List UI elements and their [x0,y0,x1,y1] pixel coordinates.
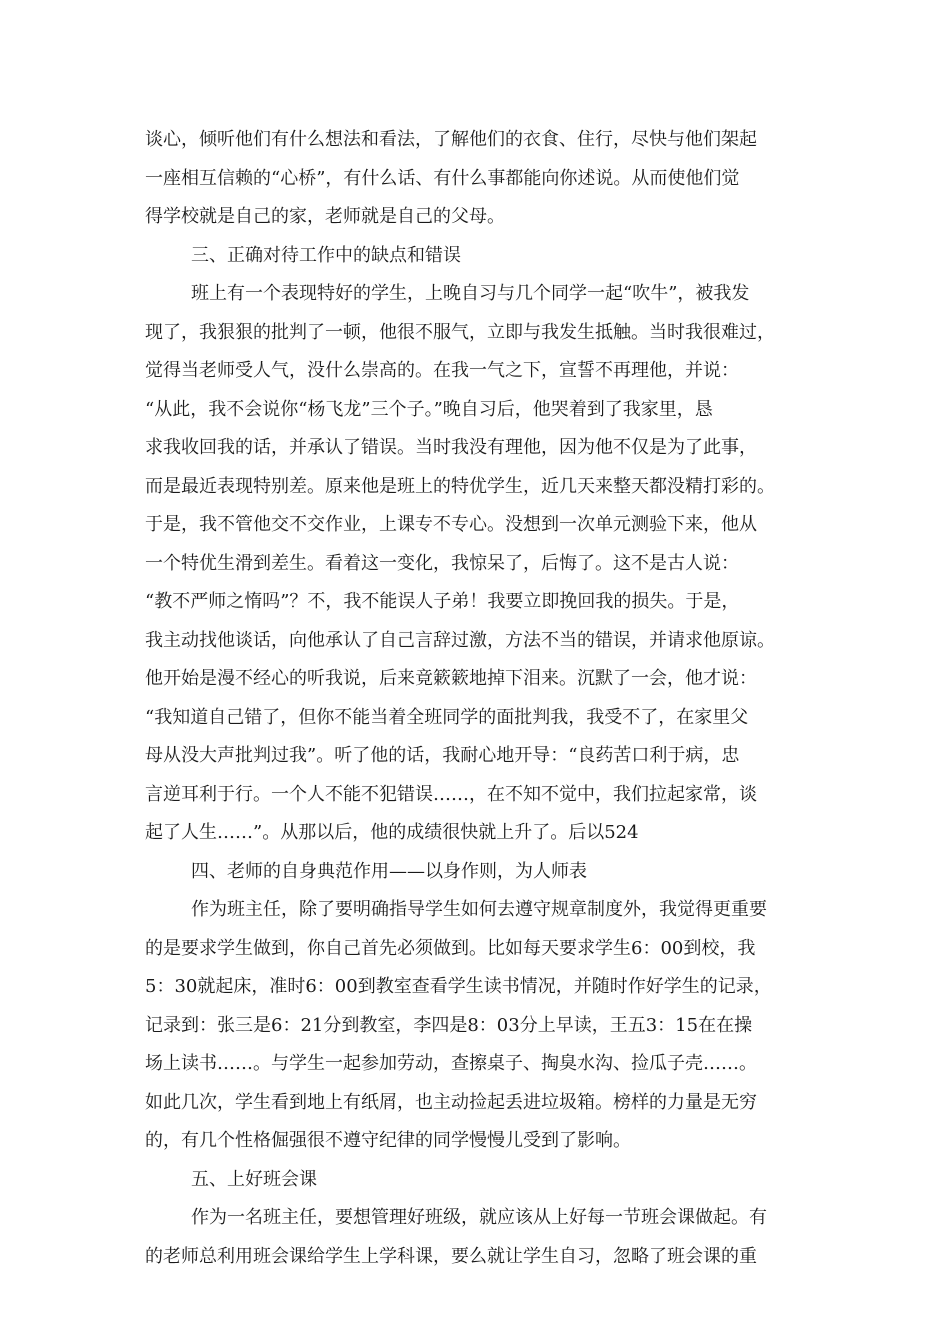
paragraph-first-line: 四、老师的自身典范作用——以身作则，为人师表 [191,860,587,882]
text-line: 求我收回我的话，并承认了错误。当时我没有理他，因为他不仅是为了此事， [145,437,757,458]
text-line: 的是要求学生做到，你自己首先必须做到。比如每天要求学生6：00到校，我 [145,937,756,959]
paragraph-first-line: 三、正确对待工作中的缺点和错误 [191,244,461,266]
text-line: 谈心，倾听他们有什么想法和看法，了解他们的衣食、住行，尽快与他们架起 [145,129,757,150]
text-line: 他开始是漫不经心的听我说，后来竟簌簌地掉下泪来。沉默了一会，他才说： [145,668,757,689]
paragraph-first-line: 班上有一个表现特好的学生，上晚自习与几个同学一起“吹牛”，被我发 [191,283,750,304]
text-line: 如此几次，学生看到地上有纸屑，也主动捡起丢进垃圾箱。榜样的力量是无穷 [145,1091,757,1113]
text-line: 一个特优生滑到差生。看着这一变化，我惊呆了，后悔了。这不是古人说： [145,552,739,574]
text-line: 的老师总利用班会课给学生上学科课，要么就让学生自习，忽略了班会课的重 [145,1245,757,1267]
text-line: 觉得当老师受人气，没什么崇高的。在我一气之下，宣誓不再理他，并说： [145,360,739,381]
text-line: 记录到：张三是6：21分到教室，李四是8：03分上早读，王五3：15在在操 [145,1014,753,1036]
text-line: 母从没大声批判过我”。听了他的话，我耐心地开导：“良药苦口利于病，忠 [145,745,740,766]
text-line: 5：30就起床，准时6：00到教室查看学生读书情况，并随时作好学生的记录， [145,976,772,997]
text-line: 一座相互信赖的“心桥”，有什么话、有什么事都能向你述说。从而使他们觉 [145,167,740,189]
text-line: 场上读书……。与学生一起参加劳动，查擦桌子、掏臭水沟、捡瓜子壳……。 [145,1053,757,1074]
text-line: “从此，我不会说你“杨飞龙”三个子。”晚自习后，他哭着到了我家里，恳 [145,398,713,420]
document-body [145,121,815,1276]
paragraph-first-line: 作为一名班主任，要想管理好班级，就应该从上好每一节班会课做起。有 [191,1207,767,1228]
text-line: 言逆耳利于行。一个人不能不犯错误……，在不知不觉中，我们拉起家常，谈 [145,783,757,805]
text-line: 得学校就是自己的家，老师就是自己的父母。 [145,206,505,227]
text-line: 于是，我不管他交不交作业，上课专不专心。没想到一次单元测验下来，他从 [145,514,757,535]
text-line: 起了人生……”。从那以后，他的成绩很快就上升了。后以524 [145,822,639,843]
text-line: “我知道自己错了，但你不能当着全班同学的面批判我，我受不了，在家里父 [145,706,749,728]
text-line: 我主动找他谈话，向他承认了自己言辞过激，方法不当的错误，并请求他原谅。 [145,629,775,651]
paragraph-first-line: 作为班主任，除了要明确指导学生如何去遵守规章制度外，我觉得更重要 [191,899,767,920]
paragraph-first-line: 五、上好班会课 [191,1168,317,1190]
text-line: 而是最近表现特别差。原来他是班上的特优学生，近几天来整天都没精打彩的。 [145,475,775,497]
text-line: 现了，我狠狠的批判了一顿，他很不服气，立即与我发生抵触。当时我很难过， [145,321,775,343]
text-line: 的，有几个性格倔强很不遵守纪律的同学慢慢儿受到了影响。 [145,1130,631,1151]
text-line: “教不严师之惰吗”？不，我不能误人子弟！我要立即挽回我的损失。于是， [145,591,740,612]
